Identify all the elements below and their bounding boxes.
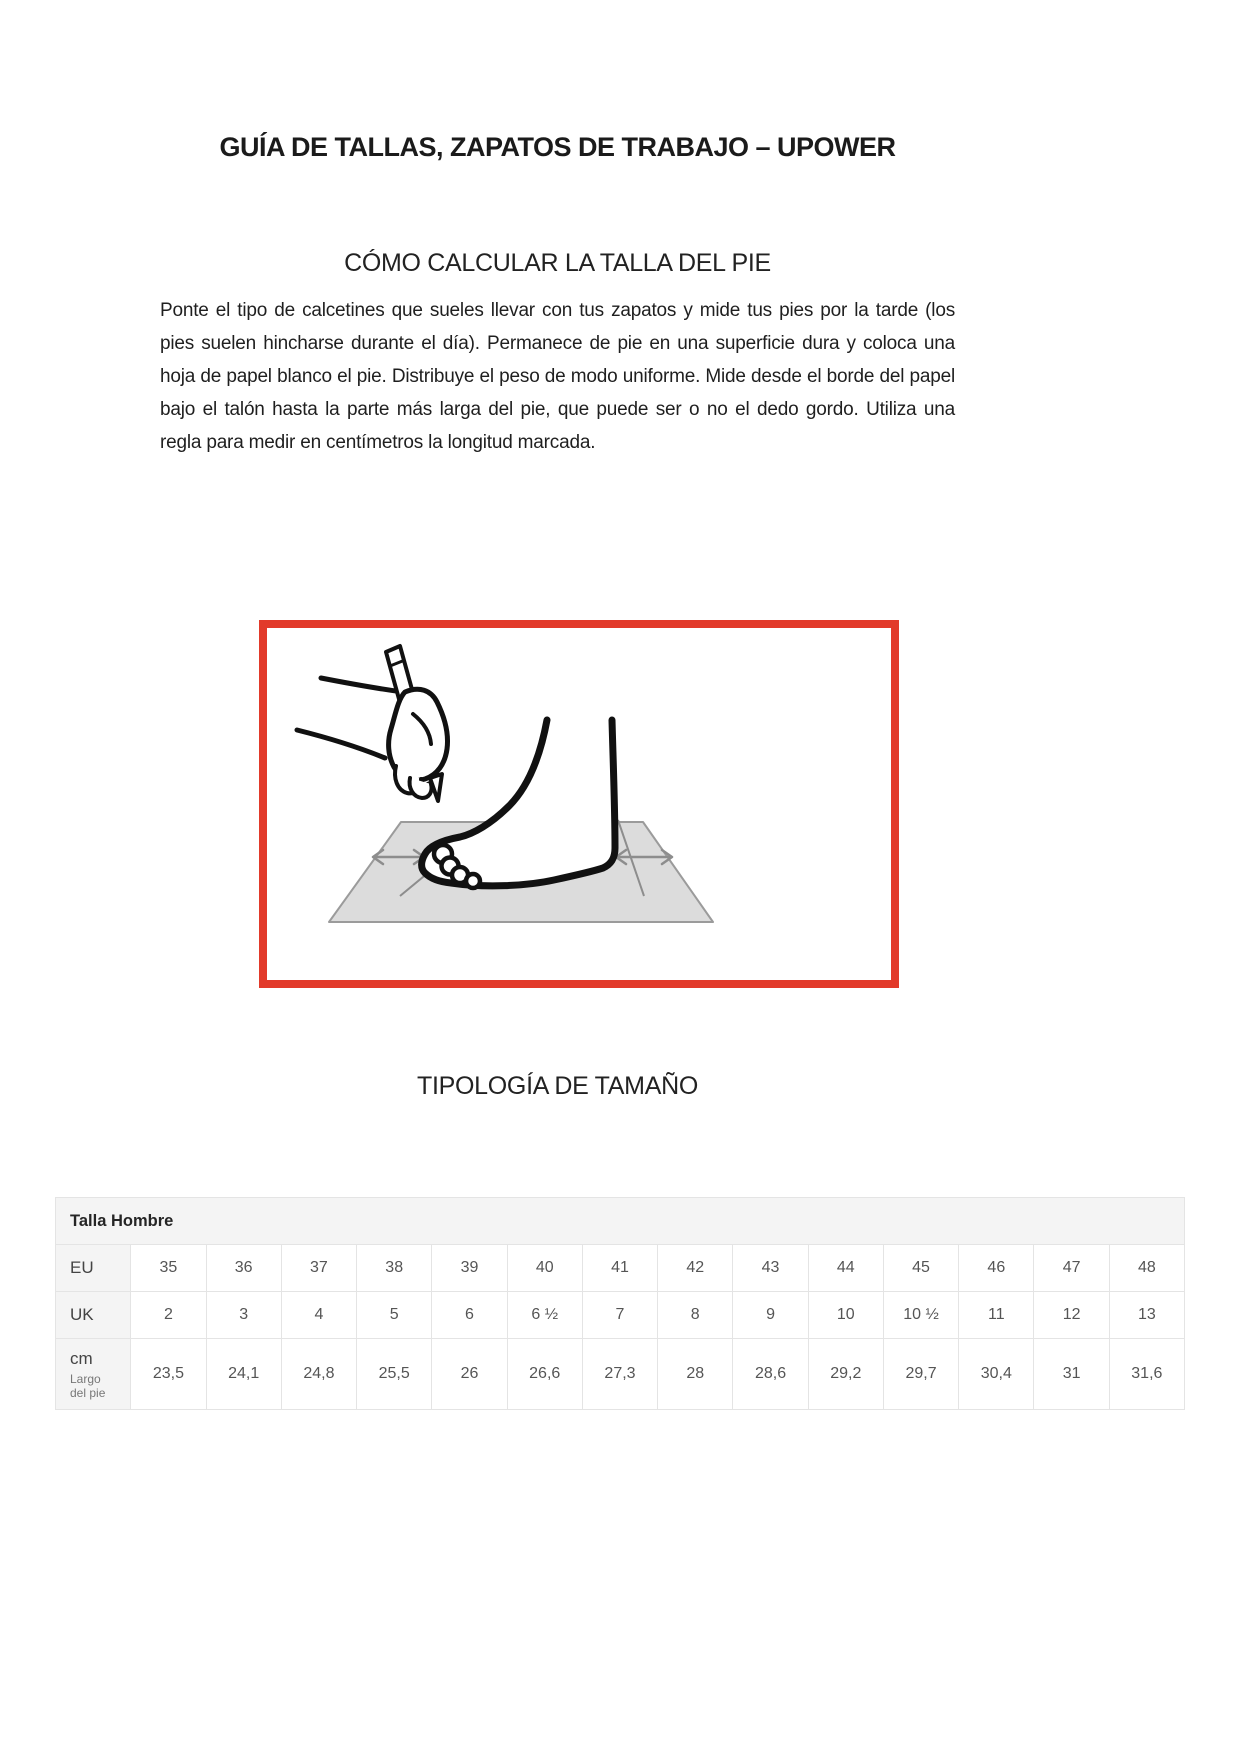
size-cell: 12 xyxy=(1034,1292,1109,1339)
size-cell: 8 xyxy=(658,1292,733,1339)
size-cell: 4 xyxy=(281,1292,356,1339)
size-cell: 5 xyxy=(357,1292,432,1339)
size-cell: 44 xyxy=(808,1245,883,1292)
foot-shape xyxy=(422,720,615,888)
size-table-section xyxy=(55,1197,1185,1410)
size-cell: 35 xyxy=(131,1245,206,1292)
size-cell: 2 xyxy=(131,1292,206,1339)
size-cell: 40 xyxy=(507,1245,582,1292)
size-cell: 28 xyxy=(658,1339,733,1410)
page-title: GUÍA DE TALLAS, ZAPATOS DE TRABAJO – UPOWER xyxy=(219,132,896,162)
size-cell: 31 xyxy=(1034,1339,1109,1410)
body-paragraph: Ponte el tipo de calcetines que sueles llevar con tus zapatos y mide tus pies por la tarde (los pies suelen hincharse durante el día). Permanece de pie en una superficie dura y coloca una hoja de papel blanco el pie. Distribuye el peso de modo uniforme. Mide desde el borde del papel bajo el talón hasta la parte más larga del pie, que puede ser o no el dedo gordo. Utiliza una regla para medir en centímetros la longitud marcada. xyxy=(160,300,955,453)
row-label xyxy=(56,1245,131,1292)
size-cell: 26,6 xyxy=(507,1339,582,1410)
size-cell: 30,4 xyxy=(959,1339,1034,1410)
size-cell: 26 xyxy=(432,1339,507,1410)
row-label-text: UK xyxy=(70,1305,94,1324)
size-cell: 48 xyxy=(1109,1245,1184,1292)
size-table-body xyxy=(56,1245,1185,1410)
size-cell: 29,7 xyxy=(883,1339,958,1410)
size-cell: 25,5 xyxy=(357,1339,432,1410)
size-cell: 7 xyxy=(582,1292,657,1339)
size-cell: 43 xyxy=(733,1245,808,1292)
size-cell: 13 xyxy=(1109,1292,1184,1339)
table-row xyxy=(56,1292,1185,1339)
table-row xyxy=(56,1339,1185,1410)
size-cell: 27,3 xyxy=(582,1339,657,1410)
size-cell: 46 xyxy=(959,1245,1034,1292)
size-cell: 6 xyxy=(432,1292,507,1339)
size-cell: 10 xyxy=(808,1292,883,1339)
size-cell: 6 ½ xyxy=(507,1292,582,1339)
table-header-row xyxy=(56,1198,1185,1245)
size-cell: 39 xyxy=(432,1245,507,1292)
figure-frame xyxy=(259,620,899,988)
size-cell: 41 xyxy=(582,1245,657,1292)
pencil-tip xyxy=(430,774,442,801)
size-cell: 28,6 xyxy=(733,1339,808,1410)
table-title: Talla Hombre xyxy=(56,1198,1185,1245)
size-table xyxy=(55,1197,1185,1410)
size-cell: 10 ½ xyxy=(883,1292,958,1339)
row-label xyxy=(56,1292,131,1339)
size-cell: 9 xyxy=(733,1292,808,1339)
size-cell: 37 xyxy=(281,1245,356,1292)
row-label-text: EU xyxy=(70,1258,94,1277)
table-row xyxy=(56,1245,1185,1292)
size-cell: 3 xyxy=(206,1292,281,1339)
size-cell: 38 xyxy=(357,1245,432,1292)
size-cell: 23,5 xyxy=(131,1339,206,1410)
row-sublabel-text: Largo del pie xyxy=(70,1371,106,1400)
foot-measurement-illustration xyxy=(267,628,891,980)
section-heading-tipologia: TIPOLOGÍA DE TAMAÑO xyxy=(417,1072,698,1100)
size-cell: 45 xyxy=(883,1245,958,1292)
size-cell: 36 xyxy=(206,1245,281,1292)
size-cell: 31,6 xyxy=(1109,1339,1184,1410)
row-label-text: cm xyxy=(70,1348,93,1368)
section-heading-como-calcular: CÓMO CALCULAR LA TALLA DEL PIE xyxy=(344,249,771,277)
hand-pencil-shape xyxy=(297,646,448,801)
size-cell: 29,2 xyxy=(808,1339,883,1410)
size-cell: 24,1 xyxy=(206,1339,281,1410)
size-cell: 11 xyxy=(959,1292,1034,1339)
size-cell: 42 xyxy=(658,1245,733,1292)
row-label xyxy=(56,1339,131,1410)
size-cell: 47 xyxy=(1034,1245,1109,1292)
size-cell: 24,8 xyxy=(281,1339,356,1410)
